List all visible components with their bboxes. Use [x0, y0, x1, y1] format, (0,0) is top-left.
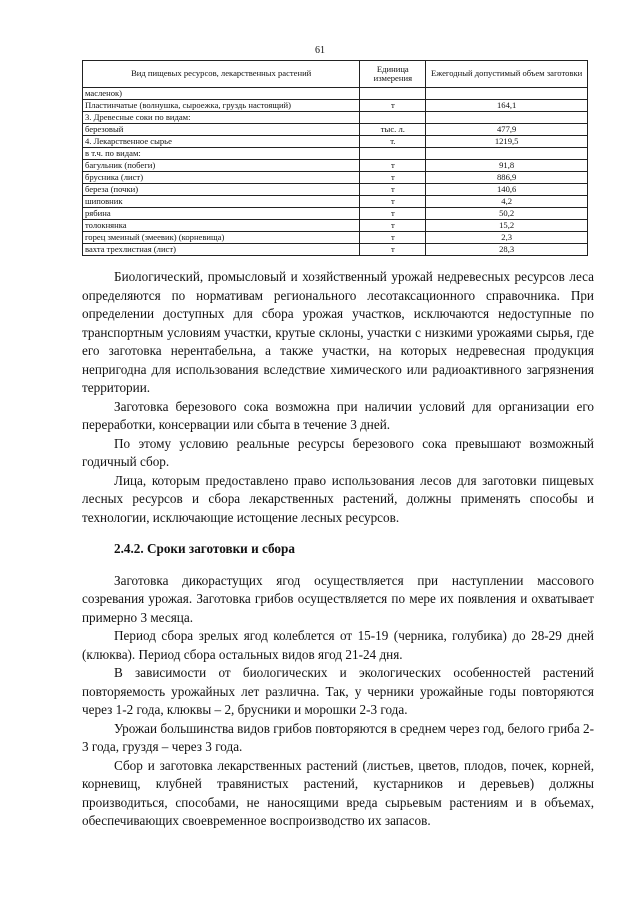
paragraph: Заготовка дикорастущих ягод осуществляется при наступлении массового созревания урожая. Заготовка грибов осуществляется по мере их появления и охватывает примерно 3 месяца. [82, 572, 594, 625]
table-cell: 886,9 [426, 172, 588, 184]
table-cell: 477,9 [426, 124, 588, 136]
table-cell: т [360, 172, 426, 184]
paragraph: Биологический, промысловый и хозяйственный урожай недревесных ресурсов леса определяются по нормативам регионального лесотаксационного справочника. При определении доступных для сбора урожая участков, исключаются недоступные по транспортным условиям участки, крутые склоны, участки с низкими урожаями сырья, где его заготовка нерентабельна, а также участки, на которых недревесная продукция непригодна для использования вследствие химического или радиоактивного загрязнения территории. [82, 269, 594, 395]
table-cell: т [360, 184, 426, 196]
table-cell: вахта трехлистная (лист) [83, 244, 360, 256]
table-cell [426, 148, 588, 160]
table-cell: т [360, 160, 426, 172]
table-row [83, 208, 588, 220]
paragraph: Сбор и заготовка лекарственных растений (листьев, цветов, плодов, почек, корней, корневищ, клубней травянистых растений, кустарников и деревьев) должны производиться, способами, не наносящими вреда сырьевым растениям и в объемах, обеспечивающих своевременное воспроизводство их запасов. [82, 757, 594, 828]
table-cell [360, 112, 426, 124]
table-header-cell: Ежегодный допустимый объем заготовки [426, 61, 588, 88]
table-header-cell: Вид пищевых ресурсов, лекарственных растений [83, 61, 360, 88]
table-cell: шиповник [83, 196, 360, 208]
table-row [83, 124, 588, 136]
table-cell: березовый [83, 124, 360, 136]
table-cell: береза (почки) [83, 184, 360, 196]
table-row [83, 232, 588, 244]
table-cell: 2,3 [426, 232, 588, 244]
table-cell: т [360, 208, 426, 220]
table-row [83, 172, 588, 184]
body-text [82, 268, 594, 831]
table-cell: 4,2 [426, 196, 588, 208]
table-body [83, 88, 588, 256]
table-cell [426, 112, 588, 124]
table-row [83, 244, 588, 256]
table-row [83, 220, 588, 232]
table-cell: 3. Древесные соки по видам: [83, 112, 360, 124]
table-cell [360, 88, 426, 100]
page-number: 61 [315, 45, 325, 56]
paragraph: В зависимости от биологических и экологических особенностей растений повторяемость урожайных лет различна. Так, у черники урожайные годы повторяются через 1-2 года, клюквы – 2, брусники и морошки 2-3 года. [82, 665, 594, 717]
table-row [83, 196, 588, 208]
table-cell: 4. Лекарственное сырье [83, 136, 360, 148]
table-cell: 91,8 [426, 160, 588, 172]
table-cell: багульник (побеги) [83, 160, 360, 172]
resources-table [82, 60, 588, 256]
table-cell: т. [360, 136, 426, 148]
table-cell: т [360, 196, 426, 208]
table-cell: горец змеиный (змеевик) (корневища) [83, 232, 360, 244]
table-row [83, 136, 588, 148]
table-row [83, 112, 588, 124]
table-cell: рябина [83, 208, 360, 220]
section-heading: 2.4.2. Сроки заготовки и сбора [114, 541, 295, 556]
table-cell: 1219,5 [426, 136, 588, 148]
paragraph: Заготовка березового сока возможна при наличии условий для организации его переработки, консервации или сбыта в течение 3 дней. [82, 398, 594, 432]
table-cell: Пластинчатые (волнушка, сыроежка, груздь настоящий) [83, 100, 360, 112]
paragraph: По этому условию реальные ресурсы березового сока превышают возможный годичный сбор. [82, 435, 594, 469]
table-row [83, 184, 588, 196]
table-cell: 164,1 [426, 100, 588, 112]
table-header-cell: Единица измерения [360, 61, 426, 88]
table-row [83, 88, 588, 100]
paragraph: Период сбора зрелых ягод колеблется от 15-19 (черника, голубика) до 28-29 дней (клюква). Период сбора остальных видов ягод 21-24 дня. [82, 628, 594, 662]
table-cell: в т.ч. по видам: [83, 148, 360, 160]
table-cell: т [360, 244, 426, 256]
table-cell: т [360, 100, 426, 112]
table-cell [426, 88, 588, 100]
table-cell: 15,2 [426, 220, 588, 232]
table-cell: т [360, 220, 426, 232]
table-cell: т [360, 232, 426, 244]
table-cell: 140,6 [426, 184, 588, 196]
paragraph: Урожаи большинства видов грибов повторяются в среднем через год, белого гриба 2-3 года, груздя – через 3 года. [82, 720, 594, 754]
table-row [83, 160, 588, 172]
table-row [83, 148, 588, 160]
table-cell: брусника (лист) [83, 172, 360, 184]
table-row [83, 100, 588, 112]
table-cell [360, 148, 426, 160]
table-cell: толокнянка [83, 220, 360, 232]
table-header-row [83, 61, 588, 88]
table-cell: тыс. л. [360, 124, 426, 136]
table-cell: 50,2 [426, 208, 588, 220]
paragraph: Лица, которым предоставлено право использования лесов для заготовки пищевых лесных ресурсов и сбора лекарственных растений, должны применять способы и технологии, исключающие истощение лесных ресурсов. [82, 472, 594, 525]
table-cell: 28,3 [426, 244, 588, 256]
table-cell: масленок) [83, 88, 360, 100]
